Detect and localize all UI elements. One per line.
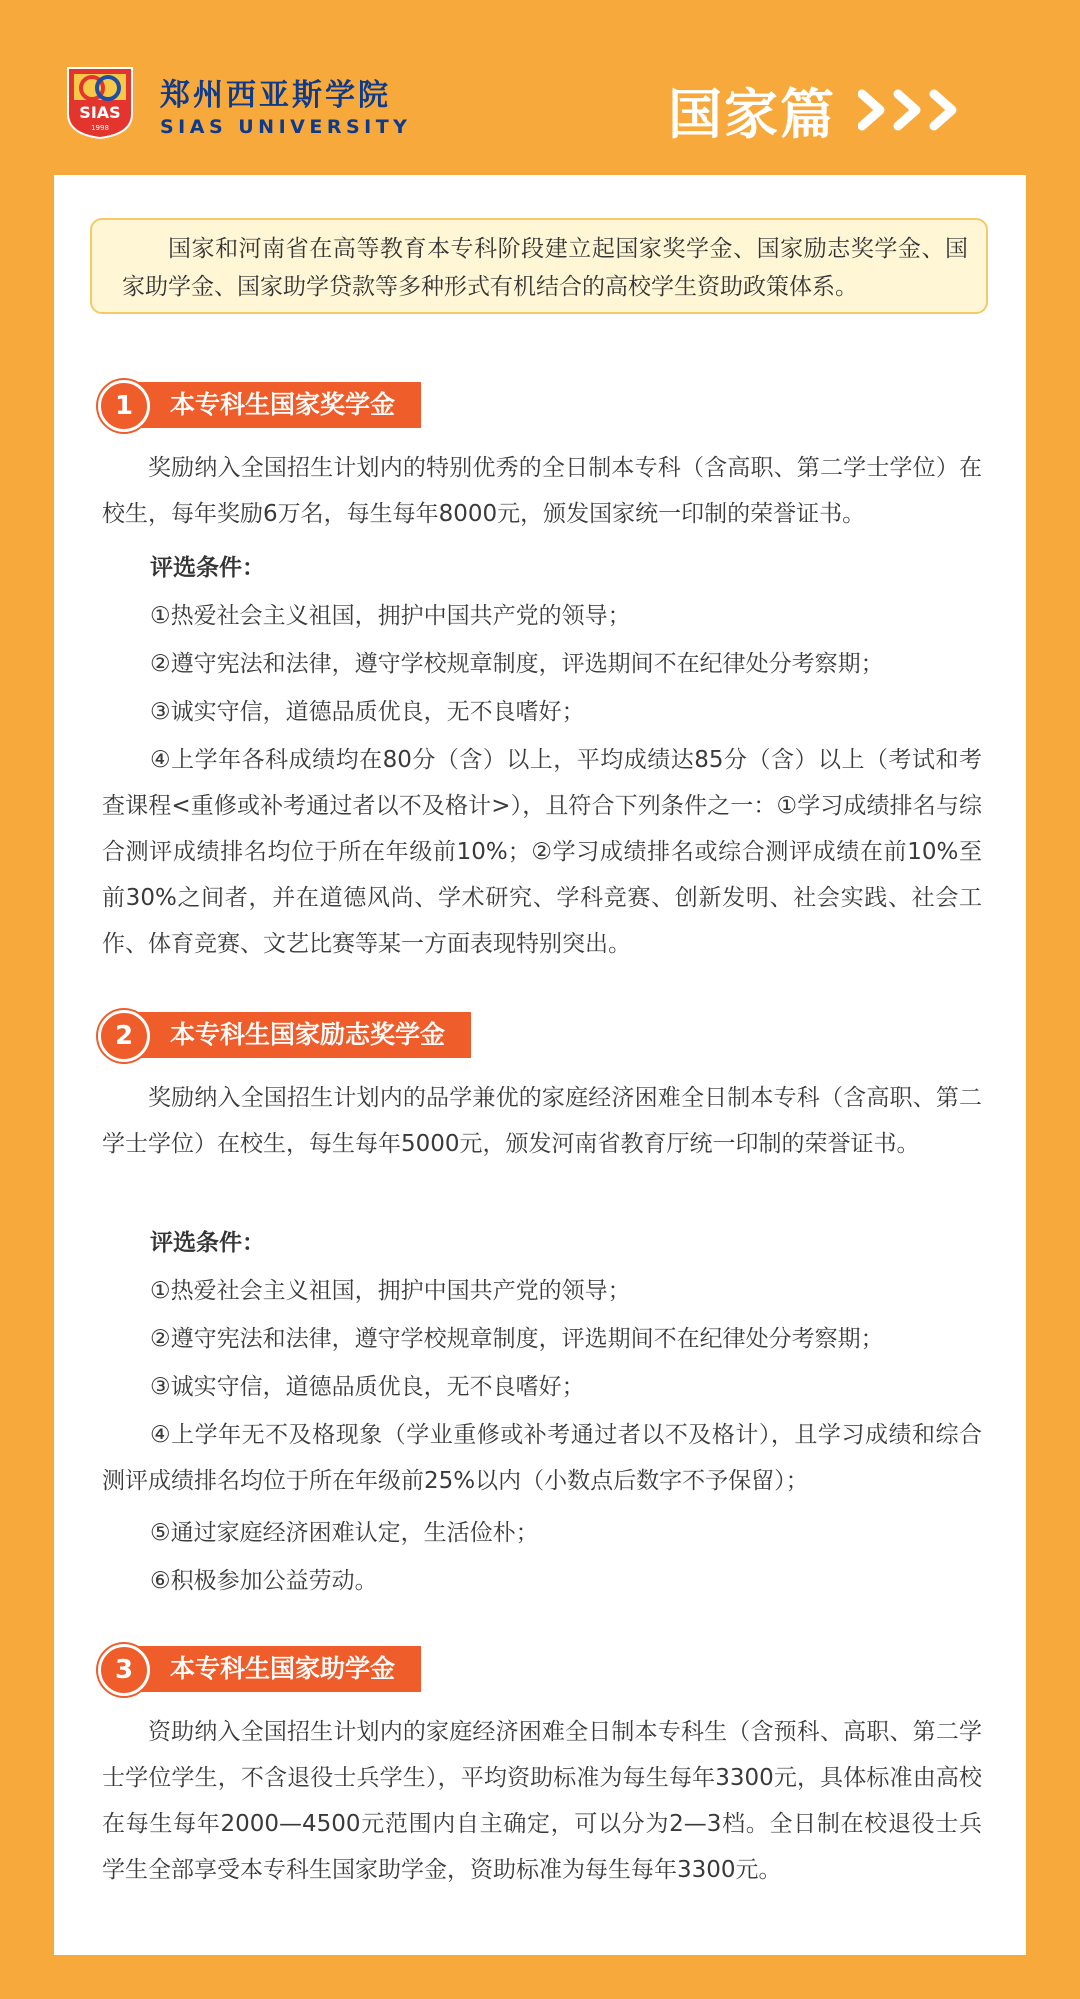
section-2-title: 本专科生国家励志奖学金 bbox=[128, 1012, 471, 1058]
section-3-title: 本专科生国家助学金 bbox=[128, 1646, 421, 1692]
section-1-criterion: ②遵守宪法和法律，遵守学校规章制度，评选期间不在纪律处分考察期； bbox=[150, 651, 884, 677]
section-1-number: 1 bbox=[98, 380, 150, 432]
page-header bbox=[0, 0, 1080, 175]
logo-year-text: 1998 bbox=[91, 124, 109, 132]
section-2-criterion: ④上学年无不及格现象（学业重修或补考通过者以不及格计），且学习成绩和综合测评成绩排名均位于所在年级前25%以内（小数点后数字不予保留）； bbox=[102, 1422, 982, 1494]
section-1-criteria-label: 评选条件： bbox=[150, 555, 265, 581]
section-1-description: 奖励纳入全国招生计划内的特别优秀的全日制本专科（含高职、第二学士学位）在校生，每年奖励6万名，每生每年8000元，颁发国家统一印制的荣誉证书。 bbox=[102, 455, 982, 527]
school-name-cn: 郑州西亚斯学院 bbox=[160, 78, 391, 113]
section-3-description: 资助纳入全国招生计划内的家庭经济困难全日制本专科生（含预科、高职、第二学士学位学生，不含退役士兵学生），平均资助标准为每生每年3300元，具体标准由高校在每生每年2000—4500元范围内自主确定，可以分为2—3档。全日制在校退役士兵学生全部享受本专科生国家助学金，资助标准为每生每年3300元。 bbox=[102, 1719, 982, 1883]
section-2-criterion: ①热爱社会主义祖国，拥护中国共产党的领导； bbox=[150, 1278, 631, 1304]
section-1-title: 本专科生国家奖学金 bbox=[128, 382, 421, 428]
section-2-criteria-label: 评选条件： bbox=[150, 1230, 265, 1256]
section-2-criterion: ③诚实守信，道德品质优良，无不良嗜好； bbox=[150, 1374, 585, 1400]
logo-badge-text: SIAS bbox=[79, 103, 121, 122]
section-1-criterion: ①热爱社会主义祖国，拥护中国共产党的领导； bbox=[150, 603, 631, 629]
section-2-number: 2 bbox=[98, 1010, 150, 1062]
chevrons-right-icon bbox=[858, 88, 968, 132]
school-name bbox=[160, 78, 411, 138]
section-3-number: 3 bbox=[98, 1644, 150, 1696]
section-2-criterion: ⑥积极参加公益劳动。 bbox=[150, 1568, 378, 1594]
section-2-criterion: ⑤通过家庭经济困难认定，生活俭朴； bbox=[150, 1520, 539, 1546]
school-name-en: SIAS UNIVERSITY bbox=[160, 116, 412, 138]
content-card bbox=[54, 175, 1026, 1955]
section-1-criterion: ③诚实守信，道德品质优良，无不良嗜好； bbox=[150, 699, 585, 725]
section-title: 国家篇 bbox=[668, 83, 836, 146]
sias-logo-icon bbox=[64, 64, 136, 140]
section-1-criterion: ④上学年各科成绩均在80分（含）以上，平均成绩达85分（含）以上（考试和考查课程<重修或补考通过者以不及格计>），且符合下列条件之一：①学习成绩排名与综合测评成绩排名均位于所在年级前10%；②学习成绩排名或综合测评成绩在前10%至前30%之间者，并在道德风尚、学术研究、学科竞赛、创新发明、社会实践、社会工作、体育竞赛、文艺比赛等某一方面表现特别突出。 bbox=[102, 747, 982, 957]
intro-box: 国家和河南省在高等教育本专科阶段建立起国家奖学金、国家励志奖学金、国家助学金、国家助学贷款等多种形式有机结合的高校学生资助政策体系。 bbox=[90, 218, 988, 314]
section-2-description: 奖励纳入全国招生计划内的品学兼优的家庭经济困难全日制本专科（含高职、第二学士学位）在校生，每生每年5000元，颁发河南省教育厅统一印制的荣誉证书。 bbox=[102, 1085, 982, 1157]
section-2-criterion: ②遵守宪法和法律，遵守学校规章制度，评选期间不在纪律处分考察期； bbox=[150, 1326, 884, 1352]
